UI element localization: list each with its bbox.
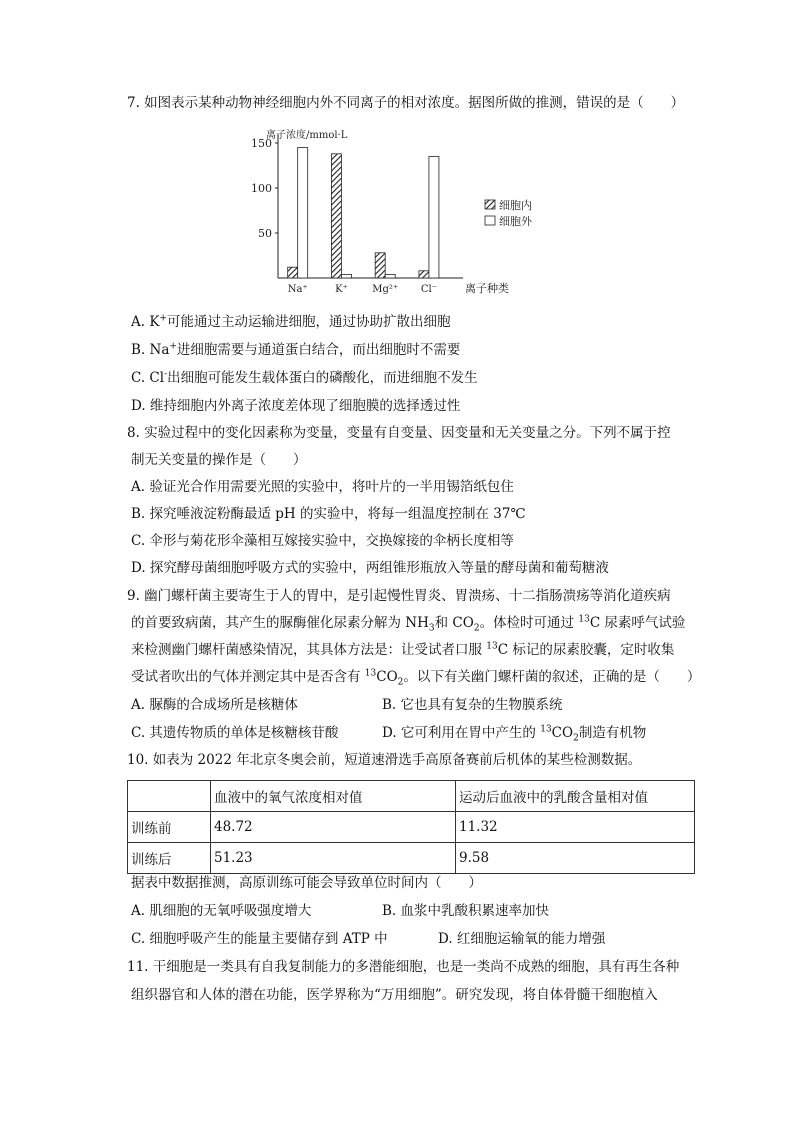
q8-option-b: B. 探究唾液淀粉酶最适 pH 的实验中，将每一组温度控制在 37℃ bbox=[131, 506, 526, 522]
legend-label: 细胞外 bbox=[499, 215, 532, 228]
table-cell: 训练后 bbox=[128, 843, 211, 874]
q7-option-a: A. K+可能通过主动运输进细胞，通过协助扩散出细胞 bbox=[131, 313, 451, 330]
bar-outside bbox=[385, 274, 395, 278]
table-row bbox=[128, 812, 695, 843]
q8-option-d: D. 探究酵母菌细胞呼吸方式的实验中，两组锥形瓶放入等量的酵母菌和葡萄糖液 bbox=[131, 560, 609, 576]
y-tick-label: 150 bbox=[251, 137, 272, 150]
bar-outside bbox=[341, 274, 351, 278]
q9-option-a: A. 脲酶的合成场所是核糖体 bbox=[131, 697, 298, 713]
q9-stem-line2: 的首要致病菌，其产生的脲酶催化尿素分解为 $NH_3$和 $CO_2$。体检时可通过 $^{13}$C 尿素呼气试验 bbox=[131, 614, 686, 634]
table-cell: 11.32 bbox=[456, 812, 695, 843]
q10-option-a: A. 肌细胞的无氧呼吸强度增大 bbox=[131, 903, 312, 919]
q9-option-d: D. 它可利用在胃中产生的 $^{13}CO_2$制造有机物 bbox=[382, 724, 647, 744]
q9-option-c: C. 其遗传物质的单体是核糖核苷酸 bbox=[131, 725, 339, 741]
q11-stem-line2: 组织器官和人体的潜在功能，医学界称为“万用细胞”。研究发现，将自体骨髓干细胞植入 bbox=[131, 987, 658, 1003]
bar-outside bbox=[298, 148, 308, 279]
bar-inside bbox=[419, 271, 429, 278]
y-axis-label: 离子浓度/mmol·L bbox=[266, 130, 348, 141]
x-axis-label: 离子种类 bbox=[465, 282, 509, 295]
q9-option-b: B. 它也具有复杂的生物膜系统 bbox=[382, 697, 563, 713]
q7-stem: 7. 如图表示某种动物神经细胞内外不同离子的相对浓度。据图所做的推测，错误的是（ ） bbox=[127, 95, 685, 111]
q11-stem-line1: 11. 干细胞是一类具有自我复制能力的多潜能细胞，也是一类尚不成熟的细胞，具有再生各种 bbox=[127, 959, 680, 975]
x-tick-label: Mg²⁺ bbox=[372, 284, 399, 295]
q8-stem-line1: 8. 实验过程中的变化因素称为变量，变量有自变量、因变量和无关变量之分。下列不属于控 bbox=[127, 425, 671, 441]
table-row bbox=[128, 843, 695, 874]
table-header-cell: 血液中的氧气浓度相对值 bbox=[211, 781, 456, 812]
q9-stem-line3: 来检测幽门螺杆菌感染情况，其具体方法是：让受试者口服 $^{13}$C 标记的尿素胶囊，定时收集 bbox=[131, 641, 675, 658]
table-cell: 9.58 bbox=[456, 843, 695, 874]
y-tick-label: 100 bbox=[251, 182, 272, 195]
q8-option-a: A. 验证光合作用需要光照的实验中，将叶片的一半用锡箔纸包住 bbox=[131, 479, 514, 495]
q10-option-c: C. 细胞呼吸产生的能量主要储存到 ATP 中 bbox=[131, 931, 388, 947]
q10-stem: 10. 如表为 2022 年北京冬奥会前，短道速滑选手高原备赛前后机体的某些检测数据。 bbox=[127, 752, 642, 768]
q10-after-text: 据表中数据推测，高原训练可能会导致单位时间内（ ） bbox=[131, 875, 482, 891]
q10-option-b: B. 血浆中乳酸积累速率加快 bbox=[382, 903, 550, 919]
x-tick-label: Na⁺ bbox=[287, 284, 308, 295]
q9-stem-line4: 受试者吹出的气体并测定其中是否含有 $^{13}CO_2$。以下有关幽门螺杆菌的叙述，正确的是（ ） bbox=[131, 668, 701, 688]
legend-swatch bbox=[485, 216, 495, 225]
training-data-table bbox=[127, 780, 695, 874]
legend-label: 细胞内 bbox=[499, 199, 532, 212]
q7-option-b: B. Na+进细胞需要与通道蛋白结合，而出细胞时不需要 bbox=[131, 341, 461, 358]
bar-inside bbox=[331, 154, 341, 278]
ion-concentration-chart bbox=[240, 126, 560, 296]
x-tick-label: Cl⁻ bbox=[420, 284, 438, 295]
q7-option-d: D. 维持细胞内外离子浓度差体现了细胞膜的选择透过性 bbox=[131, 398, 461, 414]
table-header-row bbox=[128, 781, 695, 812]
q9-stem-line1: 9. 幽门螺杆菌主要寄生于人的胃中，是引起慢性胃炎、胃溃疡、十二指肠溃疡等消化道疾病 bbox=[127, 588, 671, 604]
q7-option-c: C. Cl-出细胞可能发生载体蛋白的磷酸化，而进细胞不发生 bbox=[131, 369, 478, 386]
q8-stem-line2: 制无关变量的操作是（ ） bbox=[131, 452, 307, 468]
q8-option-c: C. 伞形与菊花形伞藻相互嫁接实验中，交换嫁接的伞柄长度相等 bbox=[131, 533, 514, 549]
table-cell: 48.72 bbox=[211, 812, 456, 843]
q10-option-d: D. 红细胞运输氧的能力增强 bbox=[438, 931, 606, 947]
legend-swatch bbox=[485, 200, 495, 209]
table-header-cell: 运动后血液中的乳酸含量相对值 bbox=[456, 781, 695, 812]
table-cell: 51.23 bbox=[211, 843, 456, 874]
y-tick-label: 50 bbox=[258, 227, 272, 240]
table-cell: 训练前 bbox=[128, 812, 211, 843]
bar-inside bbox=[288, 267, 298, 278]
x-tick-label: K⁺ bbox=[335, 284, 348, 295]
bar-inside bbox=[375, 253, 385, 278]
bar-outside bbox=[429, 157, 439, 279]
table-cell bbox=[128, 781, 211, 812]
